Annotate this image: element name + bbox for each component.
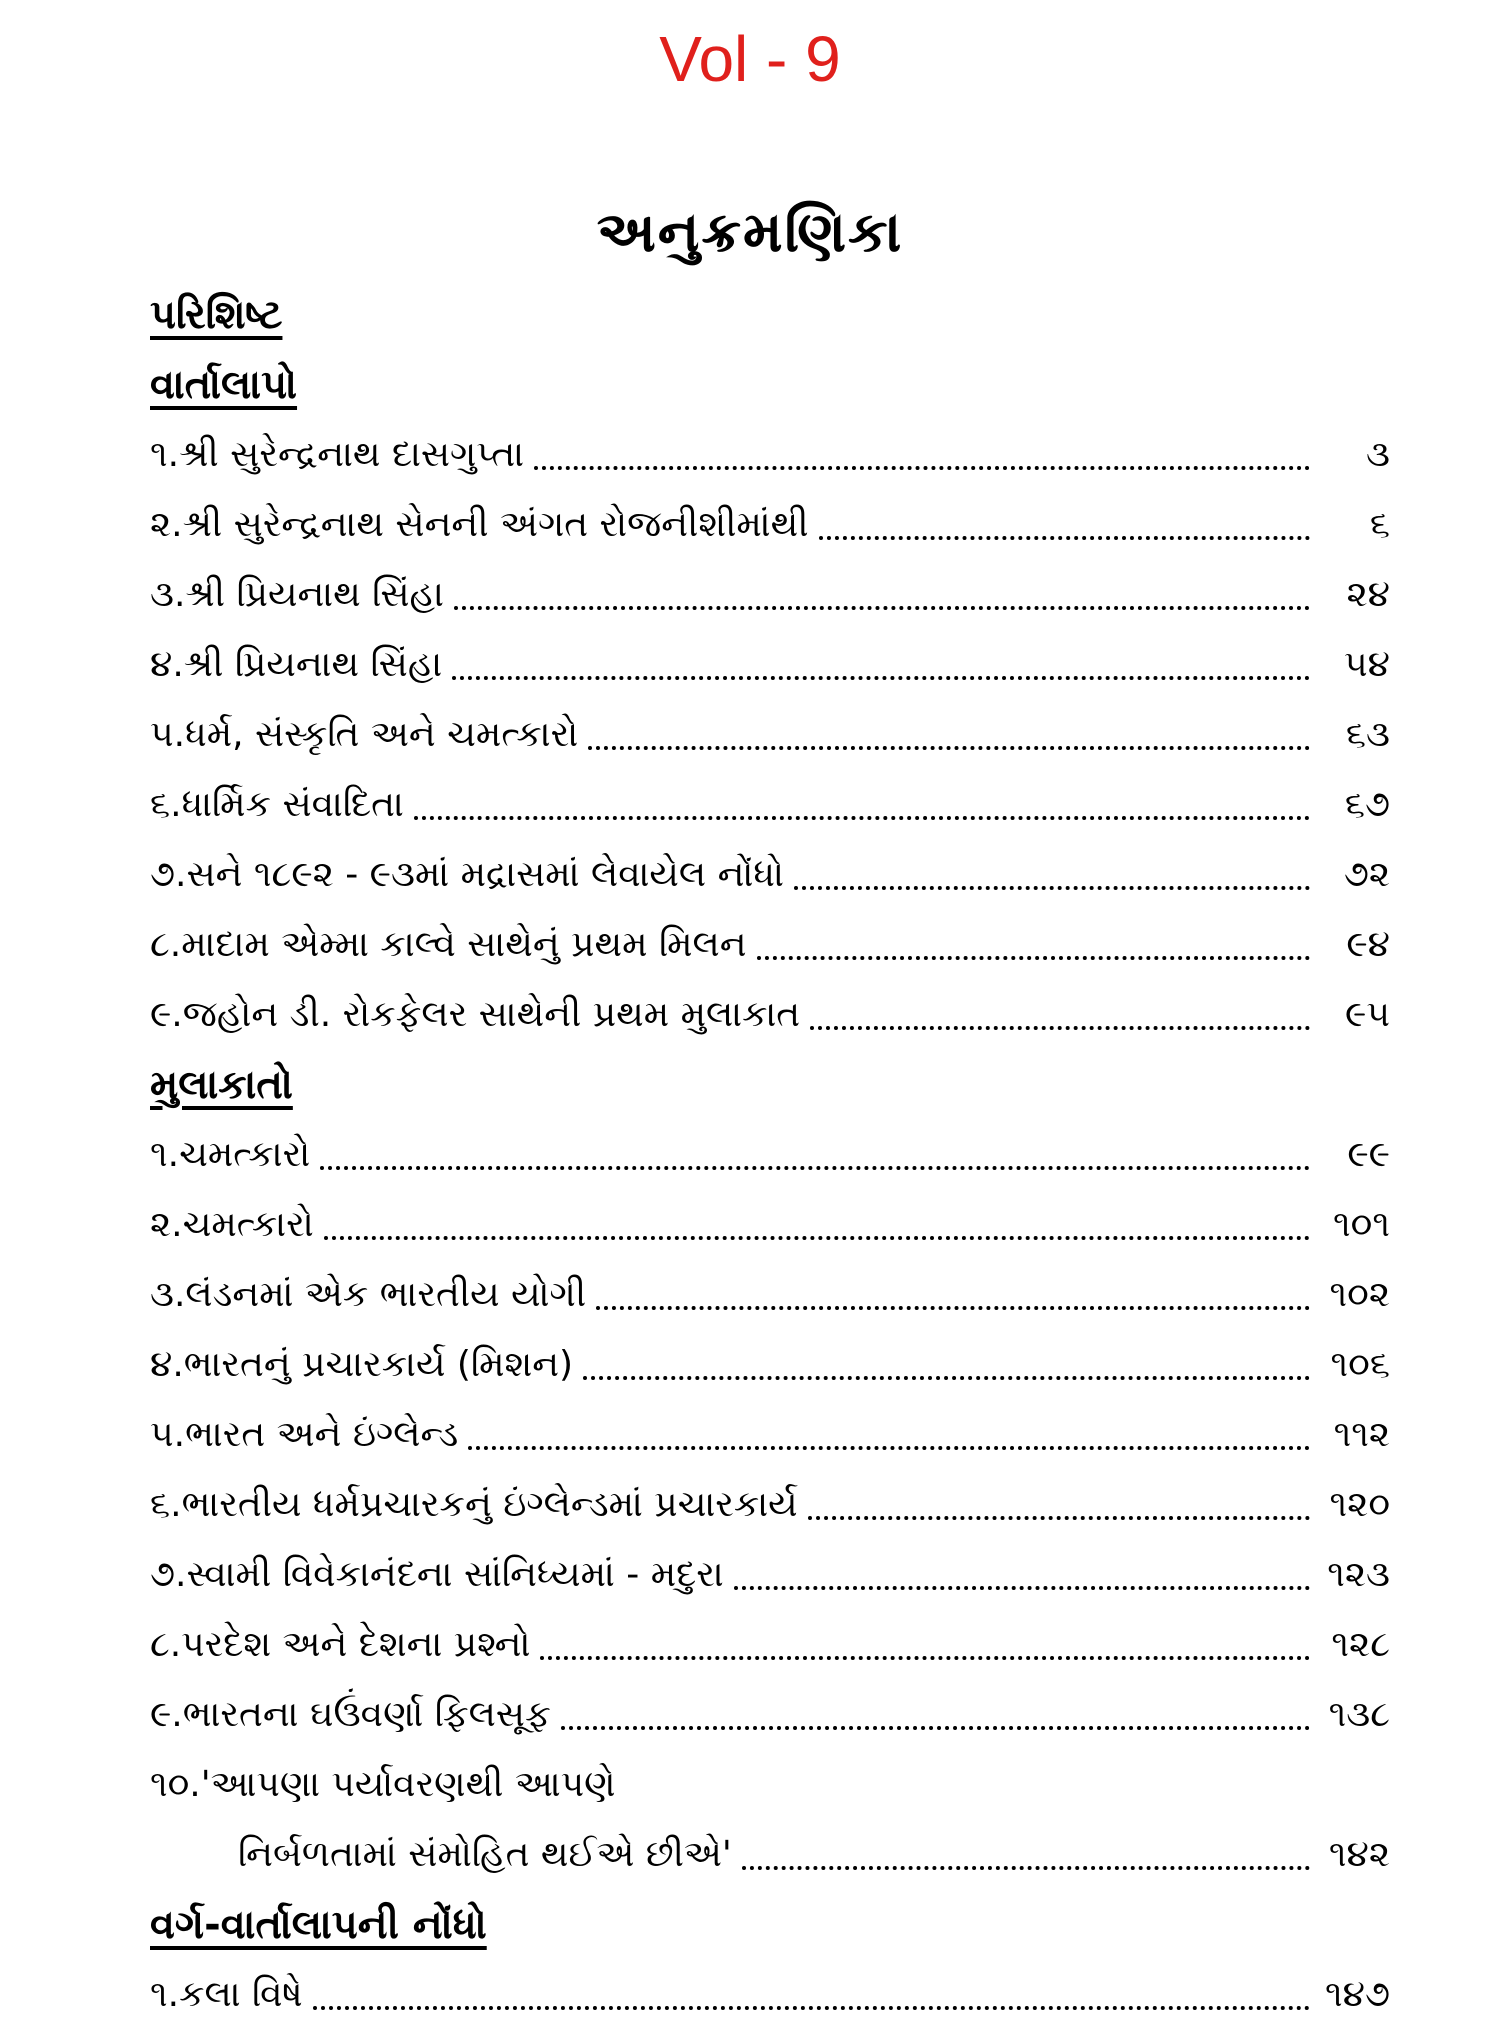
entry-title: 'આપણા પર્યાવરણથી આપણે <box>200 1764 616 1805</box>
entry-page-number: ૨૪ <box>1346 574 1390 615</box>
entry-number: ૬. <box>150 784 182 825</box>
toc-entry <box>150 1190 1390 1260</box>
entry-title: શ્રી પ્રિયનાથ સિંહા <box>185 574 444 615</box>
section-heading: પરિશિષ્ટ <box>150 292 283 338</box>
entry-number: ૨. <box>150 1204 183 1245</box>
toc-entry <box>150 1260 1390 1330</box>
entry-title: શ્રી સુરેન્દ્રનાથ સેનની અંગત રોજનીશીમાંથી <box>182 504 809 545</box>
dot-leader <box>454 606 1310 610</box>
entry-number: ૧. <box>150 1134 180 1175</box>
toc-entry <box>150 1680 1390 1750</box>
toc-entry <box>150 420 1390 490</box>
entry-number: ૭. <box>150 854 187 895</box>
entry-page-number: ૧૨૦ <box>1329 1484 1390 1525</box>
toc-entry <box>150 490 1390 560</box>
entry-page-number: ૧૦૨ <box>1329 1274 1390 1315</box>
entry-page-number: ૬૩ <box>1345 714 1390 755</box>
table-of-contents <box>150 280 1390 2030</box>
entry-page-number: ૧૨૮ <box>1331 1624 1390 1665</box>
entry-title: ચમત્કારો <box>182 1204 314 1245</box>
volume-label: Vol - 9 <box>659 23 841 95</box>
entry-title: શ્રી પ્રિયનાથ સિંહા <box>183 644 443 685</box>
dot-leader <box>596 1306 1310 1310</box>
entry-number: ૧૦. <box>150 1764 201 1805</box>
entry-number: ૯. <box>150 1694 183 1735</box>
toc-entry <box>150 630 1390 700</box>
entry-page-number: ૧૩૮ <box>1328 1694 1390 1735</box>
entry-title: કલા વિષે <box>179 1974 303 2015</box>
entry-page-number: ૧૦૧ <box>1333 1204 1390 1245</box>
entry-number: ૧. <box>150 1974 180 2015</box>
entry-page-number: ૯૪ <box>1346 924 1390 965</box>
entry-page-number: ૬ <box>1369 504 1390 545</box>
toc-entry <box>150 1400 1390 1470</box>
entry-title: ભારતીય ધર્મપ્રચારકનું ઇંગ્લેન્ડમાં પ્રચારકાર્ય <box>181 1484 798 1525</box>
entry-number: ૩. <box>150 1274 186 1315</box>
dot-leader <box>540 1656 1310 1660</box>
entry-number: ૫. <box>150 1414 186 1455</box>
dot-leader <box>313 2006 1310 2010</box>
entry-page-number: ૧૧૨ <box>1333 1414 1390 1455</box>
entry-number: ૯. <box>150 994 183 1035</box>
entry-page-number: ૧૨૩ <box>1327 1554 1390 1595</box>
dot-leader <box>561 1726 1310 1730</box>
toc-entry <box>150 560 1390 630</box>
section-heading: વર્ગ-વાર્તાલાપની નોંધો <box>150 1902 487 1948</box>
entry-number: ૪. <box>150 1344 184 1385</box>
dot-leader <box>742 1866 1310 1870</box>
dot-leader <box>588 746 1310 750</box>
dot-leader <box>810 1026 1310 1030</box>
dot-leader <box>320 1166 1310 1170</box>
toc-entry <box>150 1960 1390 2030</box>
entry-title: ચમત્કારો <box>179 1134 311 1175</box>
entry-page-number: ૧૪૭ <box>1325 1974 1390 2015</box>
entry-title-line2: નિર્બળતામાં સંમોહિત થઈએ છીએ' <box>238 1834 732 1875</box>
toc-entry <box>150 1750 1390 1820</box>
entry-number: ૩. <box>150 574 186 615</box>
entry-page-number: ૯૯ <box>1347 1134 1390 1175</box>
dot-leader <box>534 466 1310 470</box>
entry-page-number: ૫૪ <box>1344 644 1390 685</box>
toc-entry <box>150 980 1390 1050</box>
dot-leader <box>794 886 1310 890</box>
entry-title: ભારત અને ઇંગ્લેન્ડ <box>185 1414 459 1455</box>
dot-leader <box>808 1516 1310 1520</box>
entry-title: લંડનમાં એક ભારતીય યોગી <box>185 1274 587 1315</box>
entry-page-number: ૬૭ <box>1344 784 1390 825</box>
toc-entry <box>150 1610 1390 1680</box>
toc-entry <box>150 1120 1390 1190</box>
toc-entry <box>150 770 1390 840</box>
entry-title: માદામ એમ્મા કાલ્વે સાથેનું પ્રથમ મિલન <box>181 924 747 965</box>
entry-page-number: ૩ <box>1366 434 1390 475</box>
page-title: અનુક્રમણિકા <box>596 200 904 265</box>
dot-leader <box>819 536 1310 540</box>
dot-leader <box>583 1376 1310 1380</box>
toc-entry <box>150 1330 1390 1400</box>
dot-leader <box>468 1446 1310 1450</box>
toc-entry <box>150 700 1390 770</box>
toc-entry <box>150 1470 1390 1540</box>
entry-page-number: ૭૨ <box>1343 854 1390 895</box>
entry-number: ૬. <box>150 1484 182 1525</box>
entry-number: ૮. <box>150 1624 182 1665</box>
entry-number: ૫. <box>150 714 186 755</box>
entry-title: પરદેશ અને દેશના પ્રશ્નો <box>181 1624 531 1665</box>
entry-page-number: ૧૪૨ <box>1328 1834 1390 1875</box>
dot-leader <box>324 1236 1310 1240</box>
entry-page-number: ૧૦૬ <box>1330 1344 1390 1385</box>
entry-title: ધાર્મિક સંવાદિતા <box>181 784 404 825</box>
entry-number: ૪. <box>150 644 184 685</box>
entry-title: ભારતના ઘઉંવર્ણા ફિલસૂફ <box>182 1694 551 1735</box>
entry-title: જહોન ડી. રોકફેલર સાથેની પ્રથમ મુલાકાત <box>182 994 801 1035</box>
dot-leader <box>452 676 1310 680</box>
entry-title: શ્રી સુરેન્દ્રનાથ દાસગુપ્તા <box>179 434 525 475</box>
entry-number: ૧. <box>150 434 180 475</box>
dot-leader <box>757 956 1310 960</box>
entry-title: ધર્મ, સંસ્કૃતિ અને ચમત્કારો <box>185 714 579 755</box>
toc-entry <box>150 840 1390 910</box>
entry-number: ૮. <box>150 924 182 965</box>
entry-number: ૭. <box>150 1554 187 1595</box>
entry-title: ભારતનું પ્રચારકાર્ય (મિશન) <box>183 1344 574 1385</box>
toc-entry <box>150 1540 1390 1610</box>
dot-leader <box>734 1586 1310 1590</box>
dot-leader <box>414 816 1310 820</box>
entry-page-number: ૯૫ <box>1345 994 1390 1035</box>
entry-title: સને ૧૮૯૨ - ૯૩માં મદ્રાસમાં લેવાયેલ નોંધો <box>186 854 784 895</box>
toc-entry <box>150 910 1390 980</box>
section-heading: મુલાકાતો <box>150 1062 293 1108</box>
section-heading: વાર્તાલાપો <box>150 362 298 408</box>
entry-number: ૨. <box>150 504 183 545</box>
toc-entry-continuation <box>150 1820 1390 1890</box>
entry-title: સ્વામી વિવેકાનંદના સાંનિધ્યમાં - મદુરા <box>186 1554 724 1595</box>
